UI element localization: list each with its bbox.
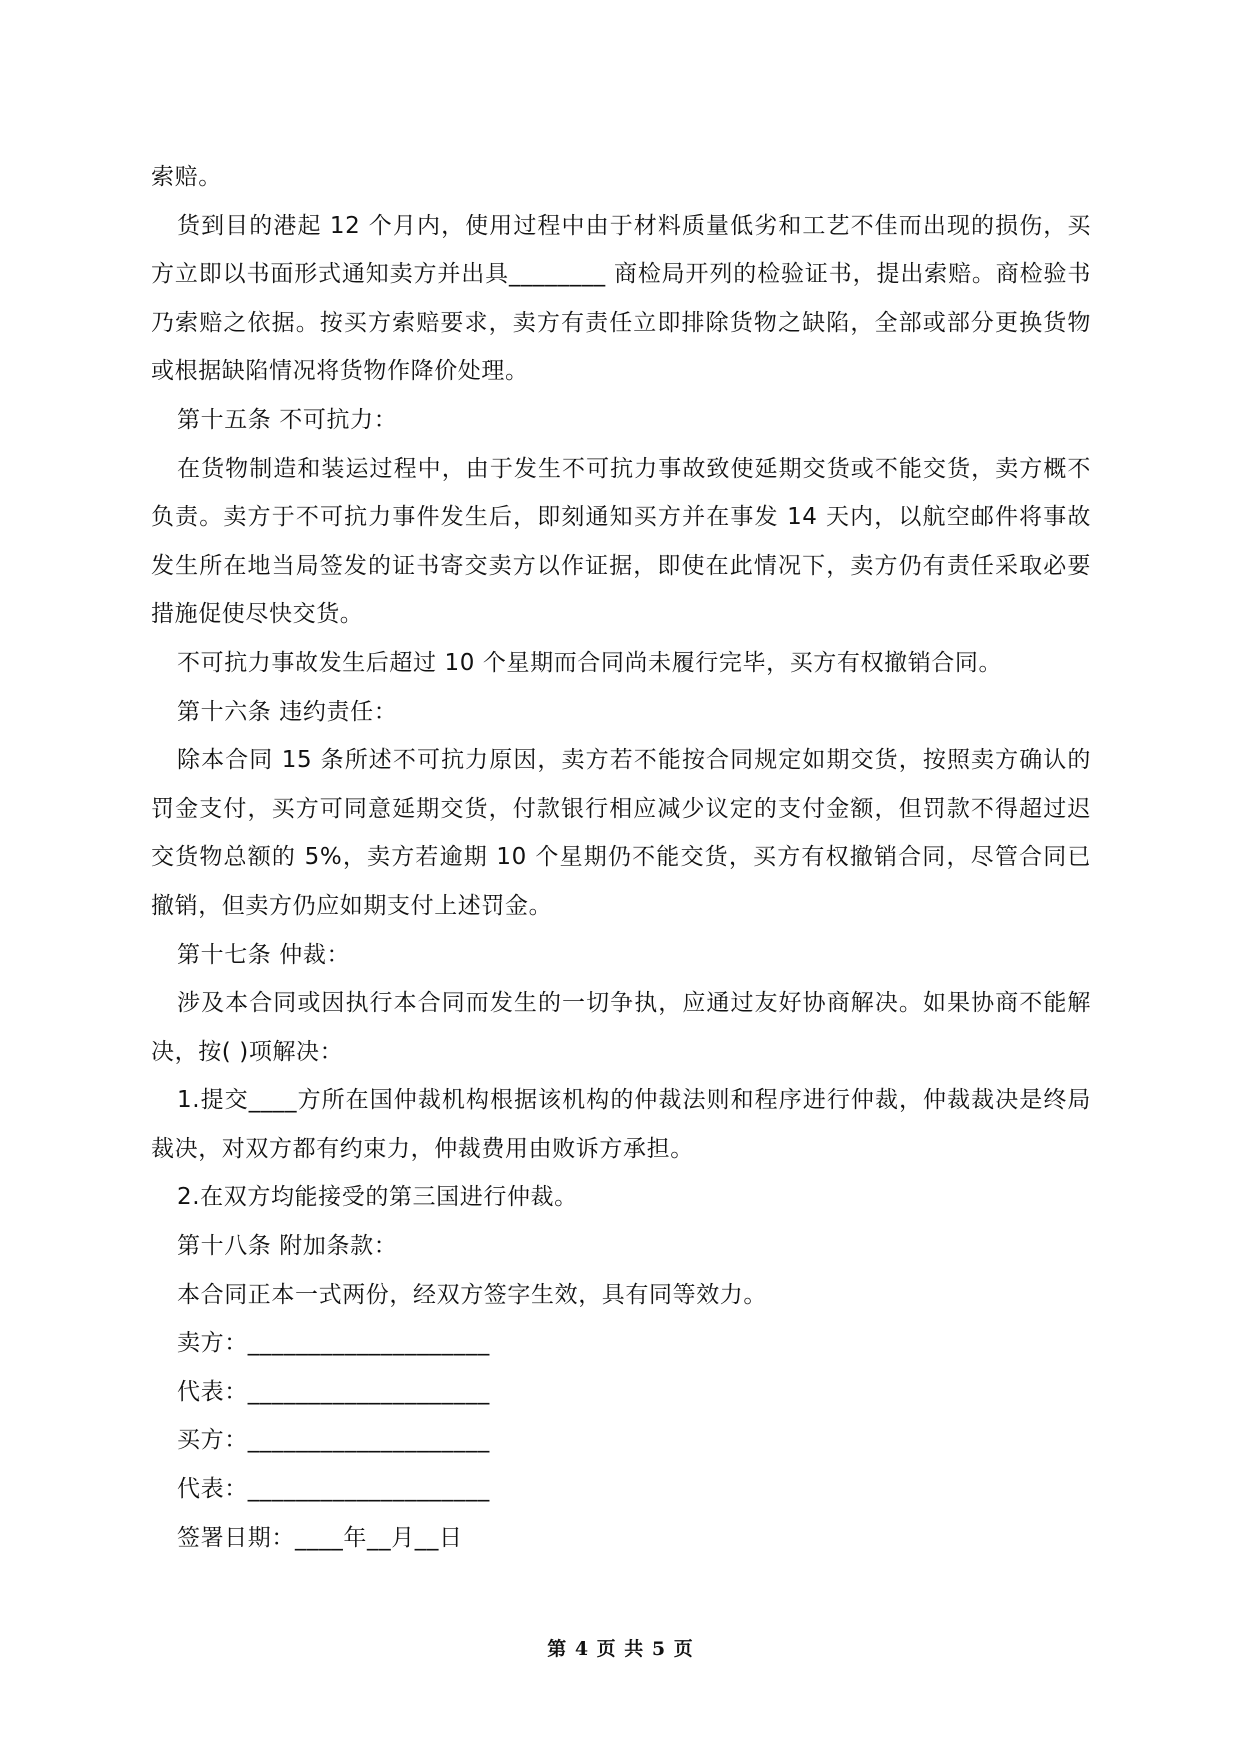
article-18-heading: 第十八条 附加条款： [177,1233,398,1260]
page-number-footer: 第 4 页 共 5 页 [547,1638,694,1660]
paragraph-7: 除本合同 15 条所述不可抗力原因，卖方若不能按合同规定如期交货，按照卖方确认的罚金支付，买方可同意延期交货，付款银行相应减少议定的支付金额，但罚款不得超过迟交货物总额的 5%，卖方若逾期 10 个星期仍不能交货，买方有权撤销合同，尽管合同已撤销，但卖方仍应如期支付上述罚金。 [151,747,1091,919]
paragraph-1: 索赔。 [151,164,222,190]
paragraph-2: 货到目的港起 12 个月内，使用过程中由于材料质量低劣和工艺不佳而出现的损伤，买方立即以书面形式通知卖方并出具________ 商检局开列的检验证书，提出索赔。商检验书乃索赔之依据。按买方索赔要求，卖方有责任立即排除货物之缺陷，全部或部分更换货物或根据缺陷情况将货物作降价处理。 [151,212,1091,385]
paragraph-9: 涉及本合同或因执行本合同而发生的一切争执，应通过友好协商解决。如果协商不能解决，按( )项解决： [151,990,1091,1065]
arbitration-option-1: 1.提交____方所在国仲裁机构根据该机构的仲裁法则和程序进行仲裁，仲裁裁决是终局裁决，对双方都有约束力，仲裁费用由败诉方承担。 [151,1087,1091,1162]
paragraph-4: 在货物制造和装运过程中，由于发生不可抗力事故致使延期交货或不能交货，卖方概不负责。卖方于不可抗力事件发生后，即刻通知买方并在事发 14 天内，以航空邮件将事故发生所在地当局签发的证书寄交卖方以作证据，即使在此情况下，卖方仍有责任采取必要措施促使尽快交货。 [151,455,1091,628]
document-body [151,153,1091,1562]
paragraph-13: 本合同正本一式两份，经双方签字生效，具有同等效力。 [177,1281,767,1308]
signing-date-line: 签署日期：____年__月__日 [177,1524,463,1551]
seller-signature-line: 卖方：____________________ [177,1330,490,1357]
buyer-signature-line: 买方：____________________ [177,1427,490,1454]
arbitration-option-2: 2.在双方均能接受的第三国进行仲裁。 [177,1184,578,1211]
buyer-representative-line: 代表：____________________ [177,1476,490,1503]
paragraph-5: 不可抗力事故发生后超过 10 个星期而合同尚未履行完毕，买方有权撤销合同。 [177,649,1003,676]
article-15-heading: 第十五条 不可抗力： [177,406,398,433]
article-16-heading: 第十六条 违约责任： [177,698,398,725]
seller-representative-line: 代表：____________________ [177,1378,490,1405]
article-17-heading: 第十七条 仲裁： [177,941,351,968]
